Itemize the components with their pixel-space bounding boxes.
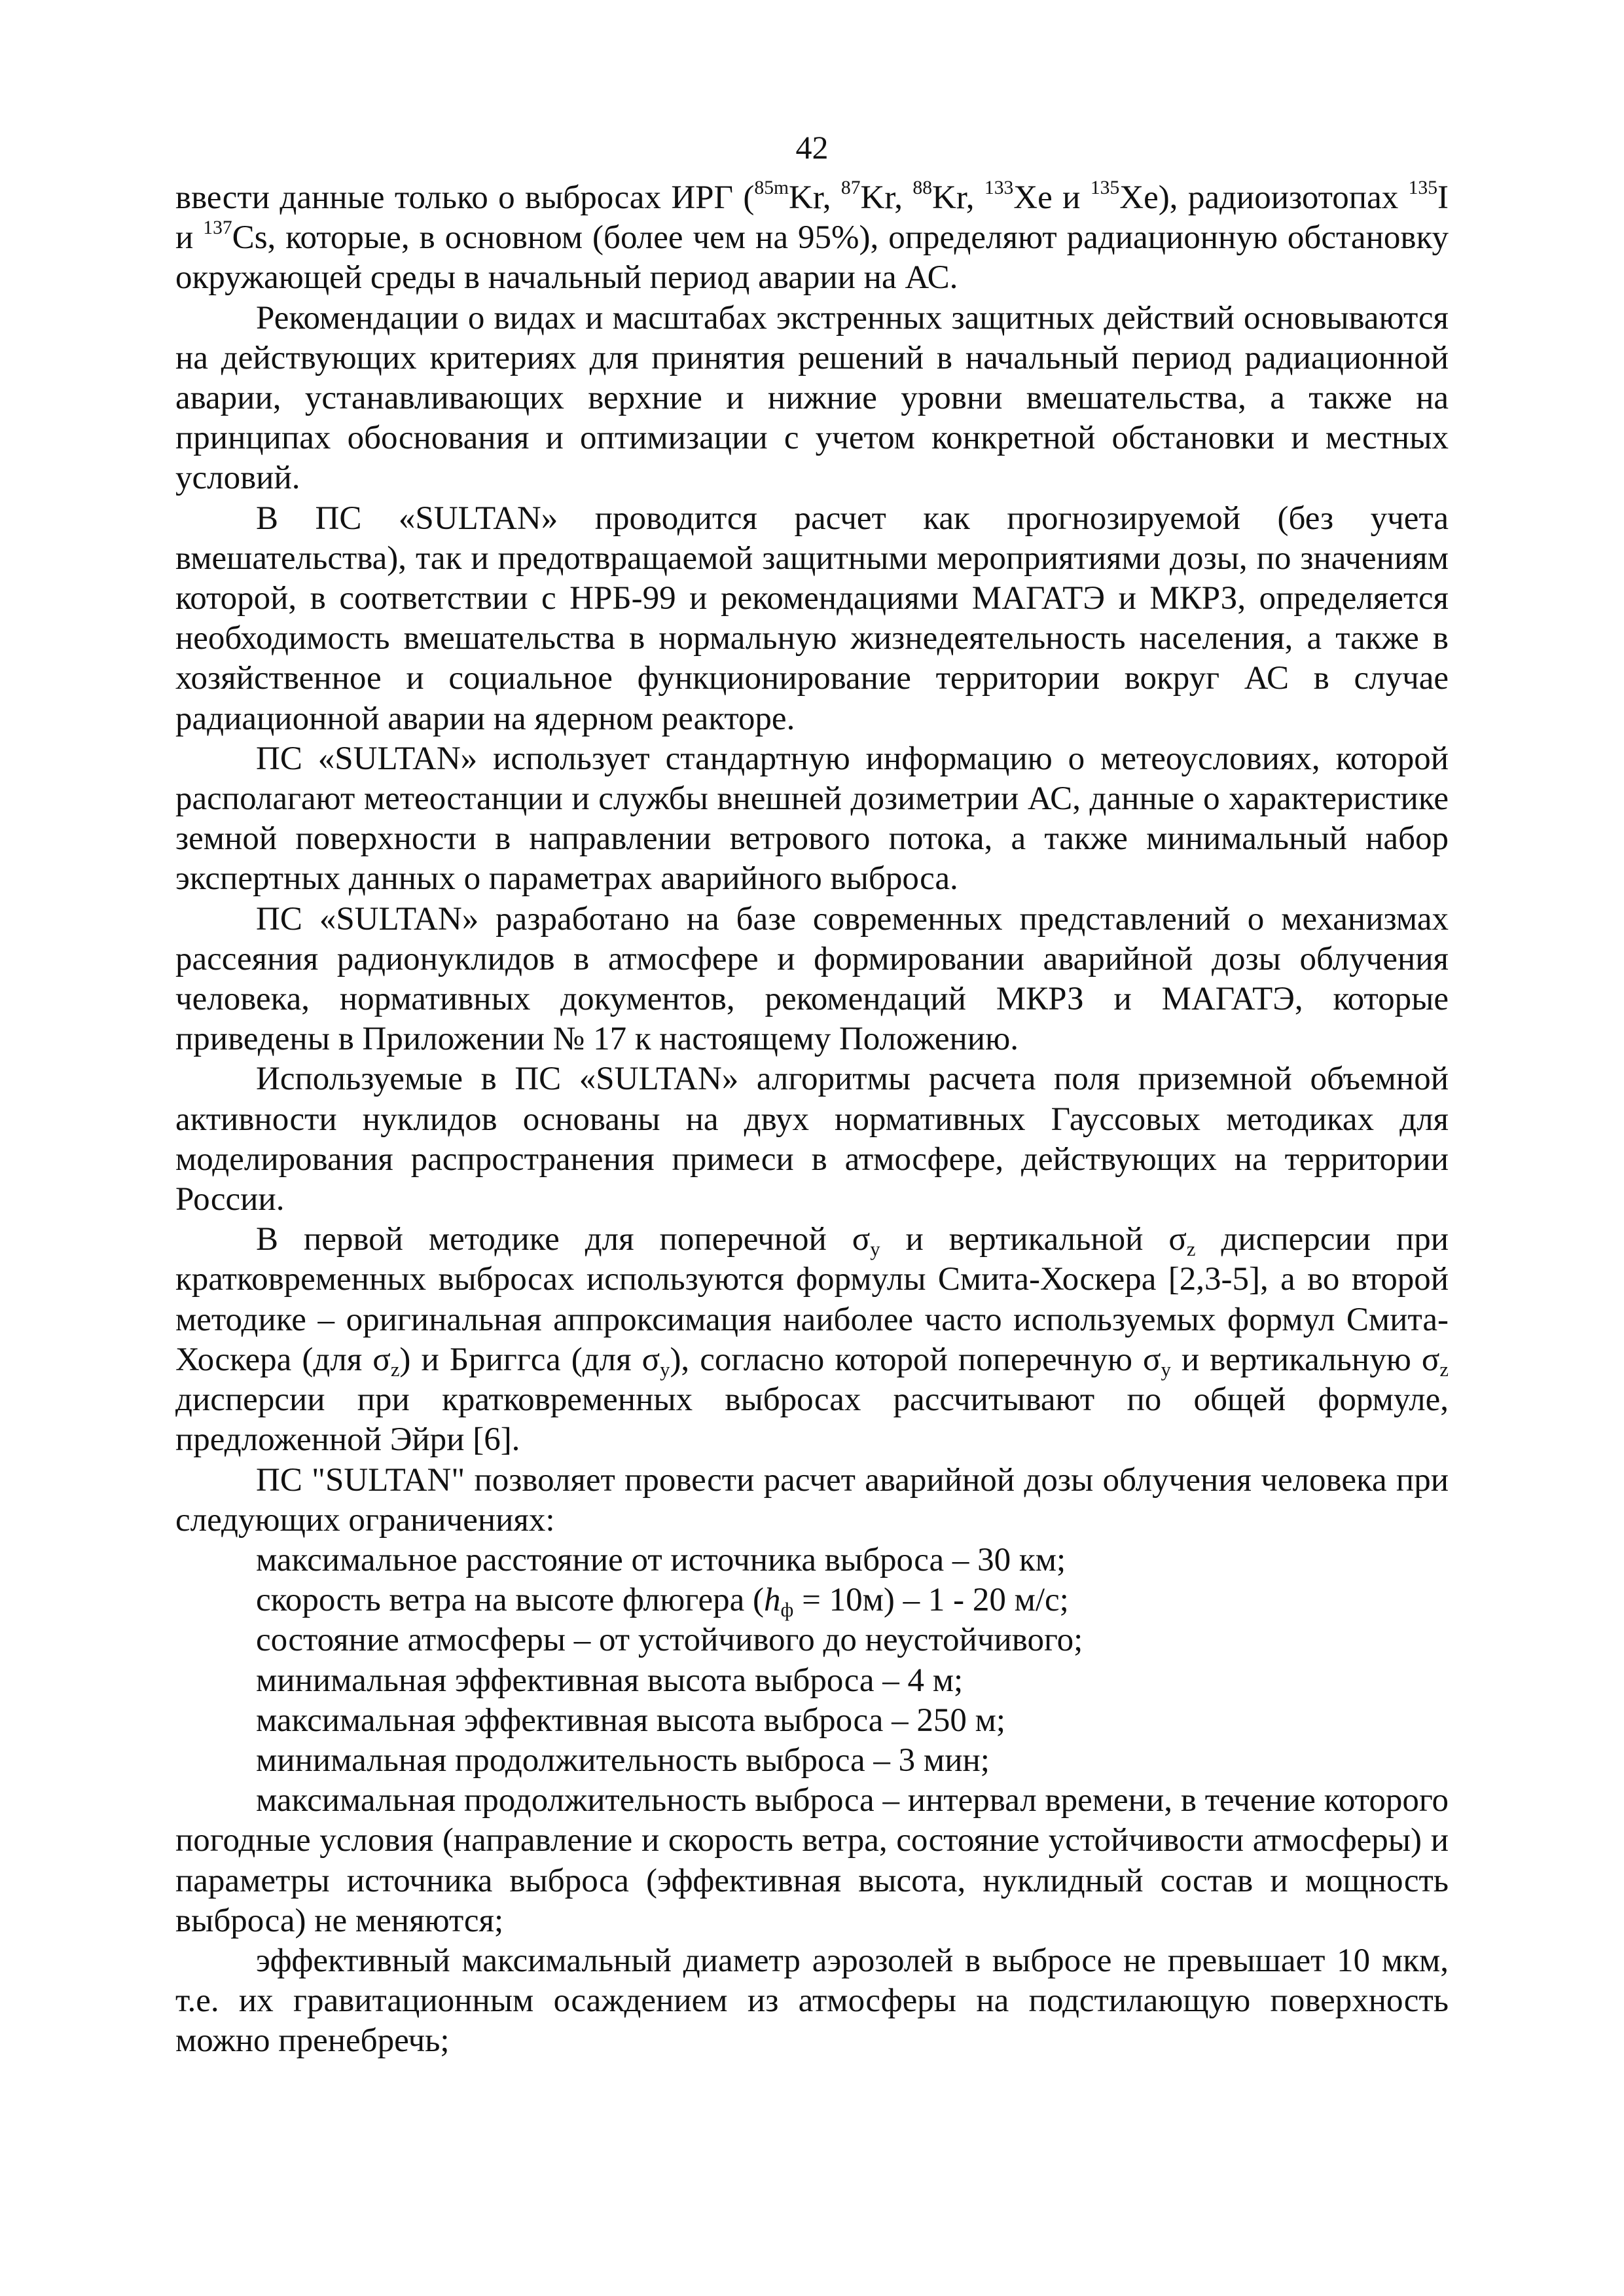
isotope-mass-number: 137 [203,217,232,239]
text-run: и вертикальную σ [1170,1341,1440,1378]
text-run: Xe), радиоизотопах [1119,179,1409,216]
limitation-item [175,1580,1449,1620]
paragraph-algorithms: Используемые в ПС «SULTAN» алгоритмы расчета поля приземной объемной активности нуклидов основаны на двух нормативных Гауссовых методиках для моделирования распространения примеси в атмосфере, действующих на территории России. [175,1061,1449,1218]
paragraph-recommendations: Рекомендации о видах и масштабах экстренных защитных действий основываются на действующих критериях для принятия решений в начальный период радиационной аварии, устанавливающих верхние и нижние уровни вмешательства, а также на принципах обоснования и оптимизации с учетом конкретной обстановки и местных условий. [175,299,1449,497]
subscript: z [1439,1358,1449,1381]
limitation-item: минимальная эффективная высота выброса – 4 м; [256,1662,964,1699]
paragraph-dispersion-methods [175,1220,1449,1460]
text-run: дисперсии при кратковременных выбросах используются формулы Смита-Хоскера [2,3-5], а во второй методике – оригинальная аппроксимация наиболее часто используемых формул Смита-Хоскера (для σ [175,1221,1449,1378]
limitation-item: максимальное расстояние от источника выброса – 30 км; [256,1541,1066,1578]
limitation-item: состояние атмосферы – от устойчивого до неустойчивого; [256,1622,1083,1659]
paragraph-limitations-intro: ПС "SULTAN" позволяет провести расчет аварийной дозы облучения человека при следующих ограничениях: [175,1461,1449,1539]
height-symbol: h [763,1582,781,1619]
isotope-mass-number: 88 [912,177,932,198]
paragraph-input-information: ПС «SULTAN» использует стандартную информацию о метеоусловиях, которой располагают метеостанции и службы внешней дозиметрии АС, данные о характеристике земной поверхности в направлении ветрового потока, а также минимальный набор экспертных данных о параметрах аварийного выброса. [175,740,1449,898]
text-run: Xe и [1013,179,1091,216]
text-run: ), согласно которой поперечную σ [670,1341,1161,1378]
text-run: скорость ветра на высоте флюгера ( [256,1582,764,1619]
paragraph-release-data [175,178,1449,299]
text-run: и вертикальной σ [880,1221,1187,1258]
subscript: y [870,1238,880,1261]
text-run: ) и Бриггса (для σ [399,1341,660,1378]
document-body [175,178,1449,2062]
isotope-mass-number: 87 [840,177,861,198]
paragraph-development-basis: ПС «SULTAN» разработано на базе современных представлений о механизмах рассеяния радионуклидов в атмосфере и формировании аварийной дозы облучения человека, нормативных документов, рекомендаций МКРЗ и МАГАТЭ, которые приведены в Приложении № 17 к настоящему Положению. [175,900,1449,1058]
text-run: дисперсии при кратковременных выбросах рассчитывают по общей формуле, предложенной Эйри [6]. [175,1381,1449,1459]
limitation-item: максимальная эффективная высота выброса – 250 м; [256,1702,1006,1739]
subscript: ф [780,1599,794,1622]
text-run: Kr, [860,179,913,216]
isotope-mass-number: 85m [754,177,789,198]
page-number: 42 [795,129,829,166]
text-run: = 10м) – 1 - 20 м/с; [793,1582,1069,1619]
text-run: В первой методике для поперечной σ [256,1221,871,1258]
text-run: Kr, [932,179,984,216]
limitation-item: минимальная продолжительность выброса – 3 мин; [256,1741,990,1779]
isotope-mass-number: 135 [1408,177,1437,198]
subscript: y [1161,1358,1171,1381]
isotope-mass-number: 135 [1090,177,1120,198]
text-run: ввести данные только о выбросах ИРГ ( [175,179,755,216]
isotope-mass-number: 133 [984,177,1014,198]
text-run: I и [175,179,1449,257]
subscript: z [1186,1238,1196,1261]
text-run: Kr, [789,179,841,216]
paragraph-dose-calculation: В ПС «SULTAN» проводится расчет как прогнозируемой (без учета вмешательства), так и предотвращаемой защитными мероприятиями дозы, по значениям которой, в соответствии с НРБ-99 и рекомендациями МАГАТЭ и МКРЗ, определяется необходимость вмешательства в нормальную жизнедеятельность населения, а также в хозяйственное и социальное функционирование территории вокруг АС в случае радиационной аварии на ядерном реакторе. [175,500,1449,737]
text-run: Cs, которые, в основном (более чем на 95%), определяют радиационную обстановку окружающей среды в начальный период аварии на АС. [175,219,1449,297]
limitation-item: эффективный максимальный диаметр аэрозолей в выбросе не превышает 10 мкм, т.е. их гравитационным осаждением из атмосферы на подстилающую поверхность можно пренебречь; [175,1942,1449,2060]
subscript: z [390,1358,400,1381]
limitation-item: максимальная продолжительность выброса – интервал времени, в течение которого погодные условия (направление и скорость ветра, состояние устойчивости атмосферы) и параметры источника выброса (эффективная высота, нуклидный состав и мощность выброса) не меняются; [175,1782,1449,1939]
subscript: y [660,1358,670,1381]
